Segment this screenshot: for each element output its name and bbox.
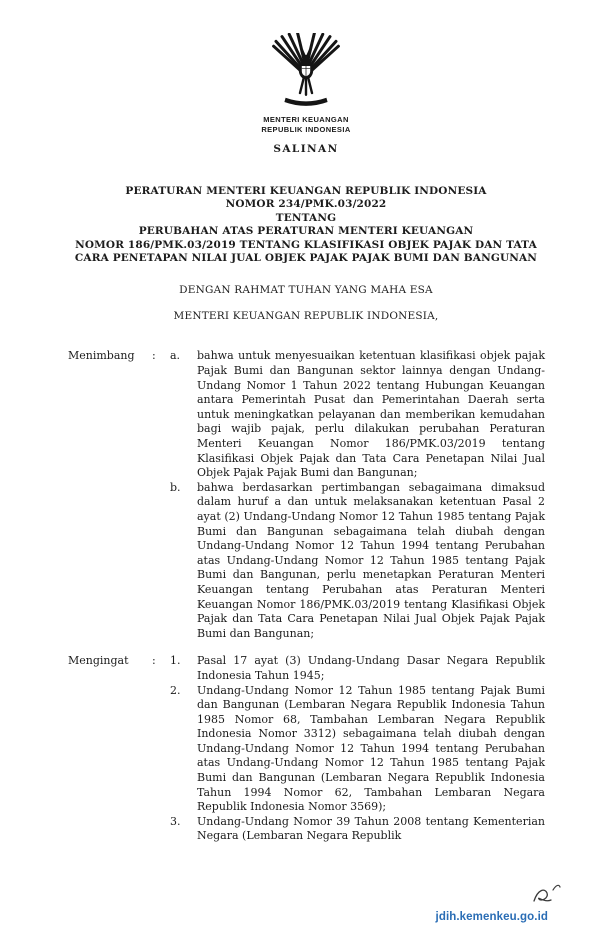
item-marker: 1. <box>170 654 181 668</box>
legal-basis-colon: : <box>152 654 156 668</box>
invocation-line: DENGAN RAHMAT TUHAN YANG MAHA ESA <box>179 284 433 297</box>
considering-section <box>0 349 612 641</box>
regulation-title <box>0 185 612 265</box>
regulation-title-line: PERUBAHAN ATAS PERATURAN MENTERI KEUANGAN <box>138 225 474 238</box>
item-marker: 3. <box>170 814 181 828</box>
letterhead <box>0 0 612 155</box>
regulation-title-line: NOMOR 186/PMK.03/2019 TENTANG KLASIFIKASI OBJEK PAJAK DAN TATA <box>75 238 537 251</box>
legal-basis-item <box>170 654 545 683</box>
legal-basis-item <box>170 815 545 844</box>
regulation-title-line: PERATURAN MENTERI KEUANGAN REPUBLIK INDONESIA <box>125 185 487 197</box>
garuda-emblem-icon <box>270 33 342 111</box>
legal-basis-section <box>0 654 612 844</box>
legal-basis-item <box>170 684 545 815</box>
ministry-name: MENTERI KEUANGAN <box>263 115 349 124</box>
item-text: bahwa berdasarkan pertimbangan sebagaimana dimaksud dalam huruf a dan untuk melaksanakan ketentuan Pasal 2 ayat (2) Undang-Undang Nomor 12 Tahun 1985 tentang Pajak Bumi dan Bangunan sebagaimana telah diubah dengan Undang-Undang Nomor 12 Tahun 1994 tentang Perubahan atas Undang-Undang Nomor 12 Tahun 1985 tentang Pajak Bumi dan Bangunan, perlu menetapkan Peraturan Menteri Keuangan tentang Perubahan atas Peraturan Menteri Keuangan Nomor 186/PMK.03/2019 tentang Klasifikasi Objek Pajak dan Tata Cara Penetapan Nilai Jual Objek Pajak Pajak Bumi dan Bangunan; <box>197 480 545 640</box>
considering-item <box>170 481 545 642</box>
legal-basis-label: Mengingat <box>68 654 129 668</box>
item-marker: 2. <box>170 683 181 697</box>
regulation-title-line: CARA PENETAPAN NILAI JUAL OBJEK PAJAK PAJAK BUMI DAN BANGUNAN <box>74 252 538 265</box>
item-text: Undang-Undang Nomor 12 Tahun 1985 tentang Pajak Bumi dan Bangunan (Lembaran Negara Republik Indonesia Tahun 1985 Nomor 68, Tambahan Lembaran Negara Republik Indonesia Nomor 3312) sebagaimana telah diubah dengan Undang-Undang Nomor 12 Tahun 1994 tentang Perubahan atas Undang-Undang Nomor 12 Tahun 1985 tentang Pajak Bumi dan Bangunan (Lembaran Negara Republik Indonesia Tahun 1994 Nomor 62, Tambahan Lembaran Negara Republik Indonesia Nomor 3569); <box>197 683 545 814</box>
considering-label: Menimbang <box>68 349 135 363</box>
copy-stamp-salinan: SALINAN <box>273 143 339 155</box>
considering-item <box>170 349 545 480</box>
item-marker: a. <box>170 349 181 363</box>
item-marker: b. <box>170 480 181 494</box>
jdih-website-link[interactable]: jdih.kemenkeu.go.id <box>435 911 548 923</box>
considering-colon: : <box>152 349 156 363</box>
republic-name: REPUBLIK INDONESIA <box>261 124 351 134</box>
item-text: bahwa untuk menyesuaikan ketentuan klasifikasi objek pajak Pajak Bumi dan Bangunan sektor lainnya dengan Undang-Undang Nomor 1 Tahun 2022 tentang Hubungan Keuangan antara Pemerintah Pusat dan Pemerintahan Daerah serta untuk meningkatkan pelayanan dan memberikan kemudahan bagi wajib pajak, perlu dilakukan perubahan Peraturan Menteri Keuangan Nomor 186/PMK.03/2019 tentang Klasifikasi Objek Pajak dan Tata Cara Penetapan Nilai Jual Objek Pajak Pajak Bumi dan Bangunan; <box>197 349 545 480</box>
regulation-title-line: TENTANG <box>275 211 337 224</box>
paraf-signature-mark <box>530 881 562 911</box>
item-text: Undang-Undang Nomor 39 Tahun 2008 tentang Kementerian Negara (Lembaran Negara Republik <box>197 814 545 843</box>
regulation-number-line: NOMOR 234/PMK.03/2022 <box>225 198 387 211</box>
item-text: Pasal 17 ayat (3) Undang-Undang Dasar Negara Republik Indonesia Tahun 1945; <box>197 654 545 682</box>
authority-line: MENTERI KEUANGAN REPUBLIK INDONESIA, <box>173 310 439 323</box>
